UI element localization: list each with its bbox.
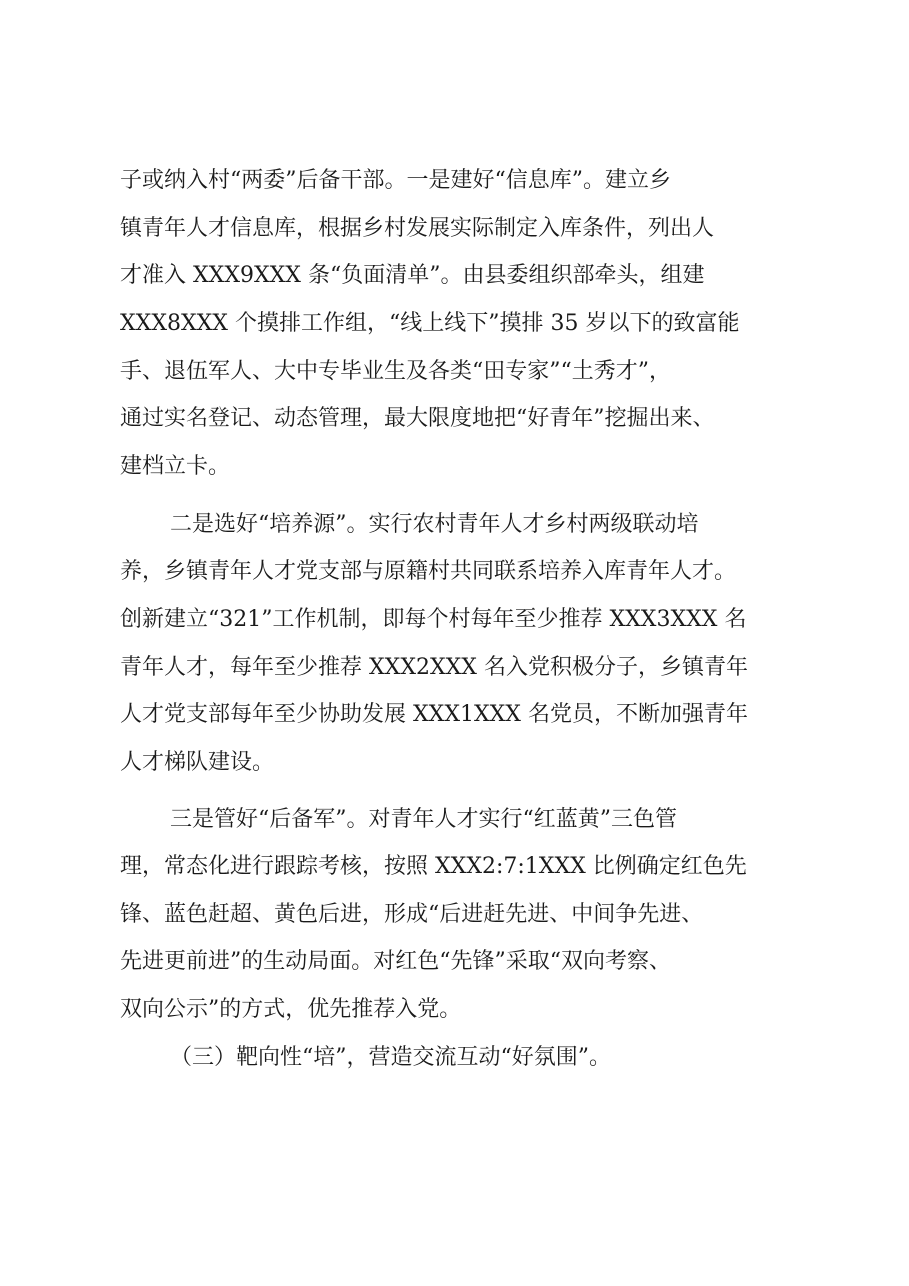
paragraph-3-line-1: 三是管好“后备军”。对青年人才实行“红蓝黄”三色管	[170, 807, 677, 832]
paragraph-2-line-6: 人才梯队建设。	[120, 750, 275, 775]
section-heading: （三）靶向性“培”，营造交流互动“好氛围”。	[170, 1045, 611, 1070]
paragraph-2-line-3: 创新建立“321”工作机制，即每个村每年至少推荐 XXX3XXX 名	[120, 607, 747, 632]
paragraph-1-line-2: 镇青年人才信息库，根据乡村发展实际制定入库条件，列出人	[120, 216, 715, 241]
paragraph-3-line-2: 理，常态化进行跟踪考核，按照 XXX2:7:1XXX 比例确定红色先	[120, 854, 747, 879]
paragraph-1-line-3: 才准入 XXX9XXX 条“负面清单”。由县委组织部牵头，组建	[120, 263, 705, 288]
paragraph-2-line-5: 人才党支部每年至少协助发展 XXX1XXX 名党员，不断加强青年	[120, 702, 748, 727]
paragraph-2-line-1: 二是选好“培养源”。实行农村青年人才乡村两级联动培	[170, 512, 699, 537]
paragraph-1-line-1: 子或纳入村“两委”后备干部。一是建好“信息库”。建立乡	[120, 168, 671, 193]
paragraph-2-line-4: 青年人才，每年至少推荐 XXX2XXX 名入党积极分子，乡镇青年	[120, 655, 748, 680]
paragraph-2-line-2: 养，乡镇青年人才党支部与原籍村共同联系培养入库青年人才。	[120, 559, 737, 584]
paragraph-1-line-5: 手、退伍军人、大中专毕业生及各类“田专家”“土秀才”，	[120, 359, 671, 384]
paragraph-1-line-6: 通过实名登记、动态管理，最大限度地把“好青年”挖掘出来、	[120, 406, 715, 431]
paragraph-3-line-4: 先进更前进”的生动局面。对红色“先锋”采取“双向考察、	[120, 949, 671, 974]
paragraph-3-line-3: 锋、蓝色赶超、黄色后进，形成“后进赶先进、中间争先进、	[120, 902, 704, 927]
paragraph-1-line-4: XXX8XXX 个摸排工作组，“线上线下”摸排 35 岁以下的致富能	[120, 311, 740, 336]
paragraph-1-line-7: 建档立卡。	[120, 454, 231, 479]
paragraph-3-line-5: 双向公示”的方式，优先推荐入党。	[120, 997, 462, 1022]
